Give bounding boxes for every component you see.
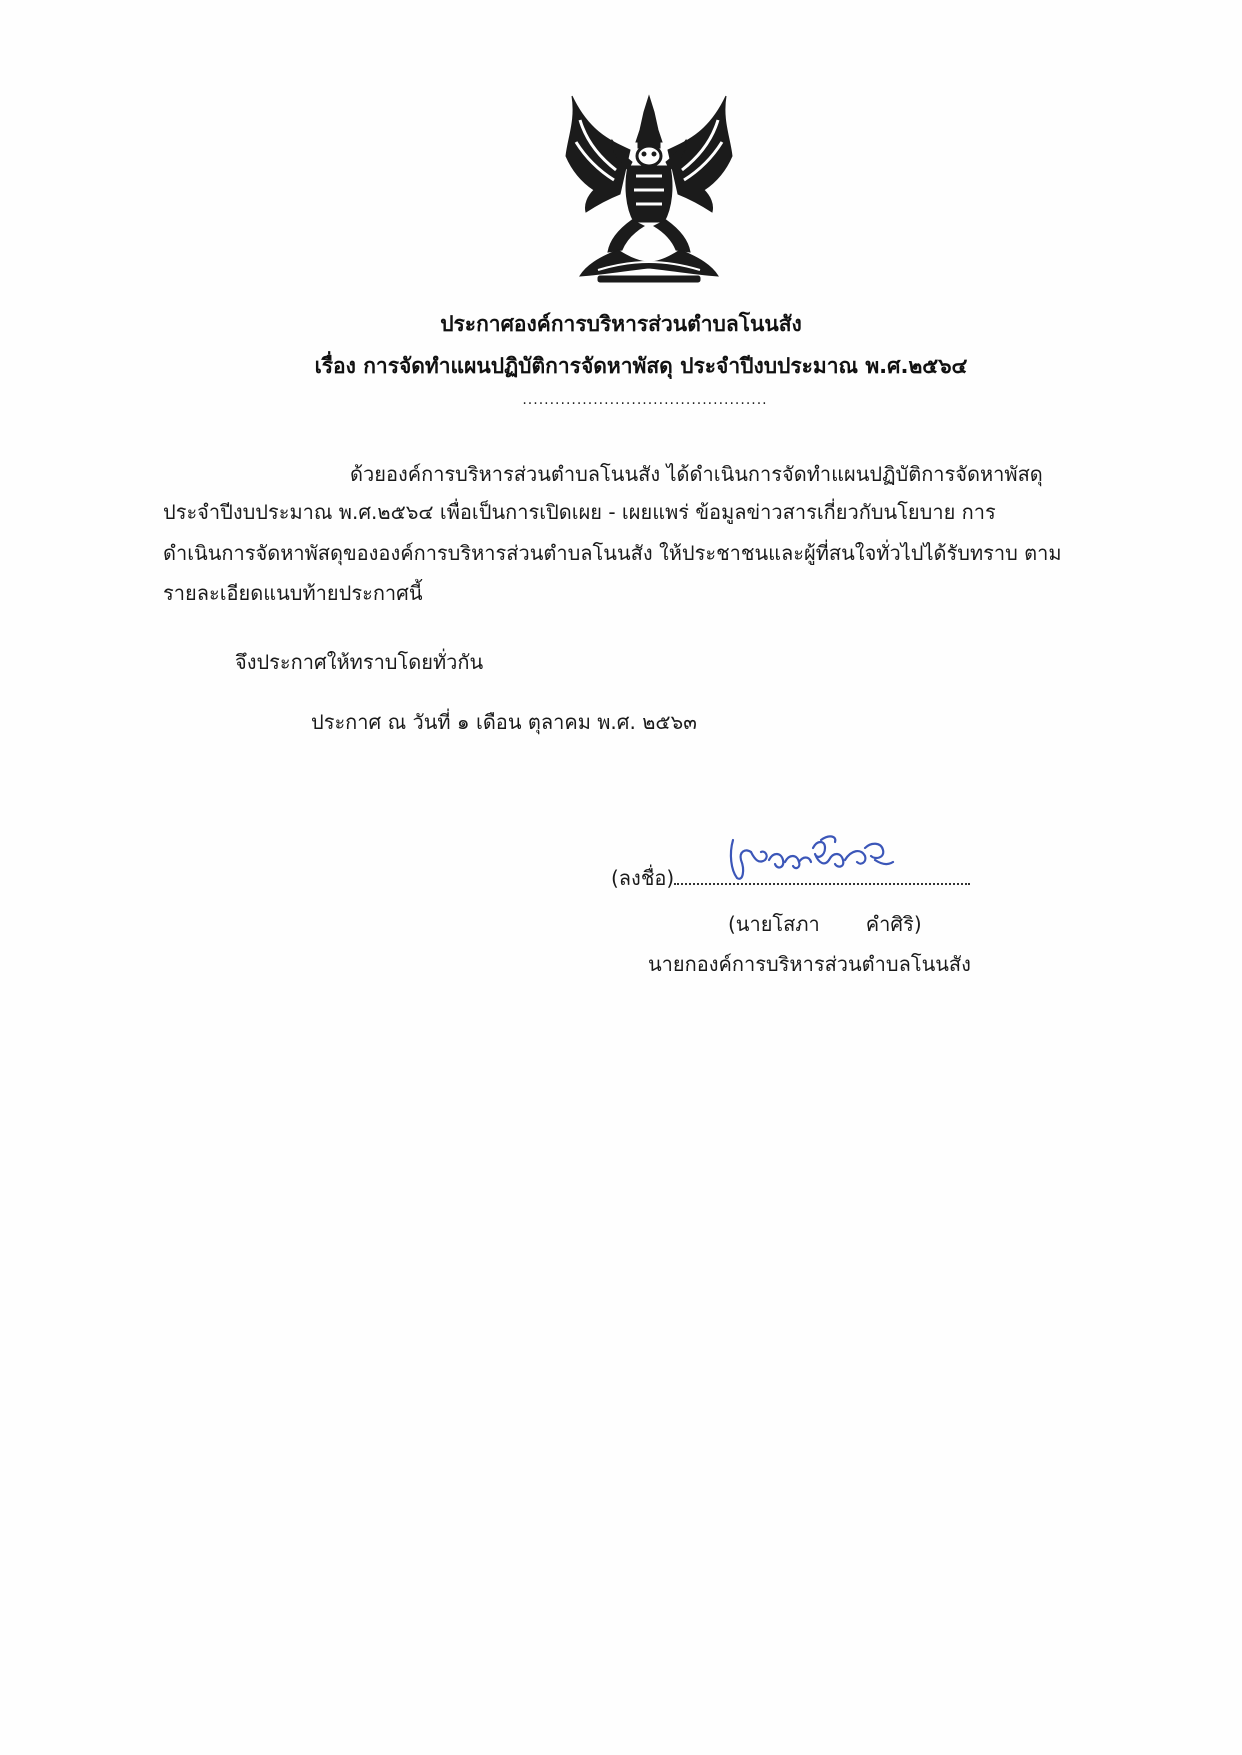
sign-label: (ลงชื่อ) <box>611 866 675 890</box>
signer-name <box>728 908 922 940</box>
paragraph-line-4: รายละเอียดแนบท้ายประกาศนี้ <box>163 581 423 605</box>
closing-statement: จึงประกาศให้ทราบโดยทั่วกัน <box>235 650 484 674</box>
garuda-emblem <box>558 90 740 286</box>
handwritten-signature <box>725 830 900 885</box>
announcement-title: ประกาศองค์การบริหารส่วนตำบลโนนสัง <box>440 312 802 336</box>
signer-position: นายกองค์การบริหารส่วนตำบลโนนสัง <box>648 952 971 976</box>
announcement-subject: เรื่อง การจัดทำแผนปฏิบัติการจัดหาพัสดุ ประจำปีงบประมาณ พ.ศ.๒๕๖๔ <box>314 354 968 378</box>
paragraph-line-3: ดำเนินการจัดหาพัสดุขององค์การบริหารส่วนตำบลโนนสัง ให้ประชาชนและผู้ที่สนใจทั่วไปได้รับทราบ ตาม <box>163 541 1062 565</box>
paragraph-line-2: ประจำปีงบประมาณ พ.ศ.๒๕๖๔ เพื่อเป็นการเปิดเผย - เผยแพร่ ข้อมูลข่าวสารเกี่ยวกับนโยบาย การ <box>163 500 996 524</box>
paragraph-line-1: ด้วยองค์การบริหารส่วนตำบลโนนสัง ได้ดำเนินการจัดทำแผนปฏิบัติการจัดหาพัสดุ <box>350 462 1043 486</box>
signer-first-name: (นายโสภา <box>728 912 820 936</box>
separator-dots: ............................................. <box>522 392 768 408</box>
signer-last-name: คำศิริ) <box>865 912 922 936</box>
announcement-date: ประกาศ ณ วันที่ ๑ เดือน ตุลาคม พ.ศ. ๒๕๖๓ <box>311 710 697 734</box>
